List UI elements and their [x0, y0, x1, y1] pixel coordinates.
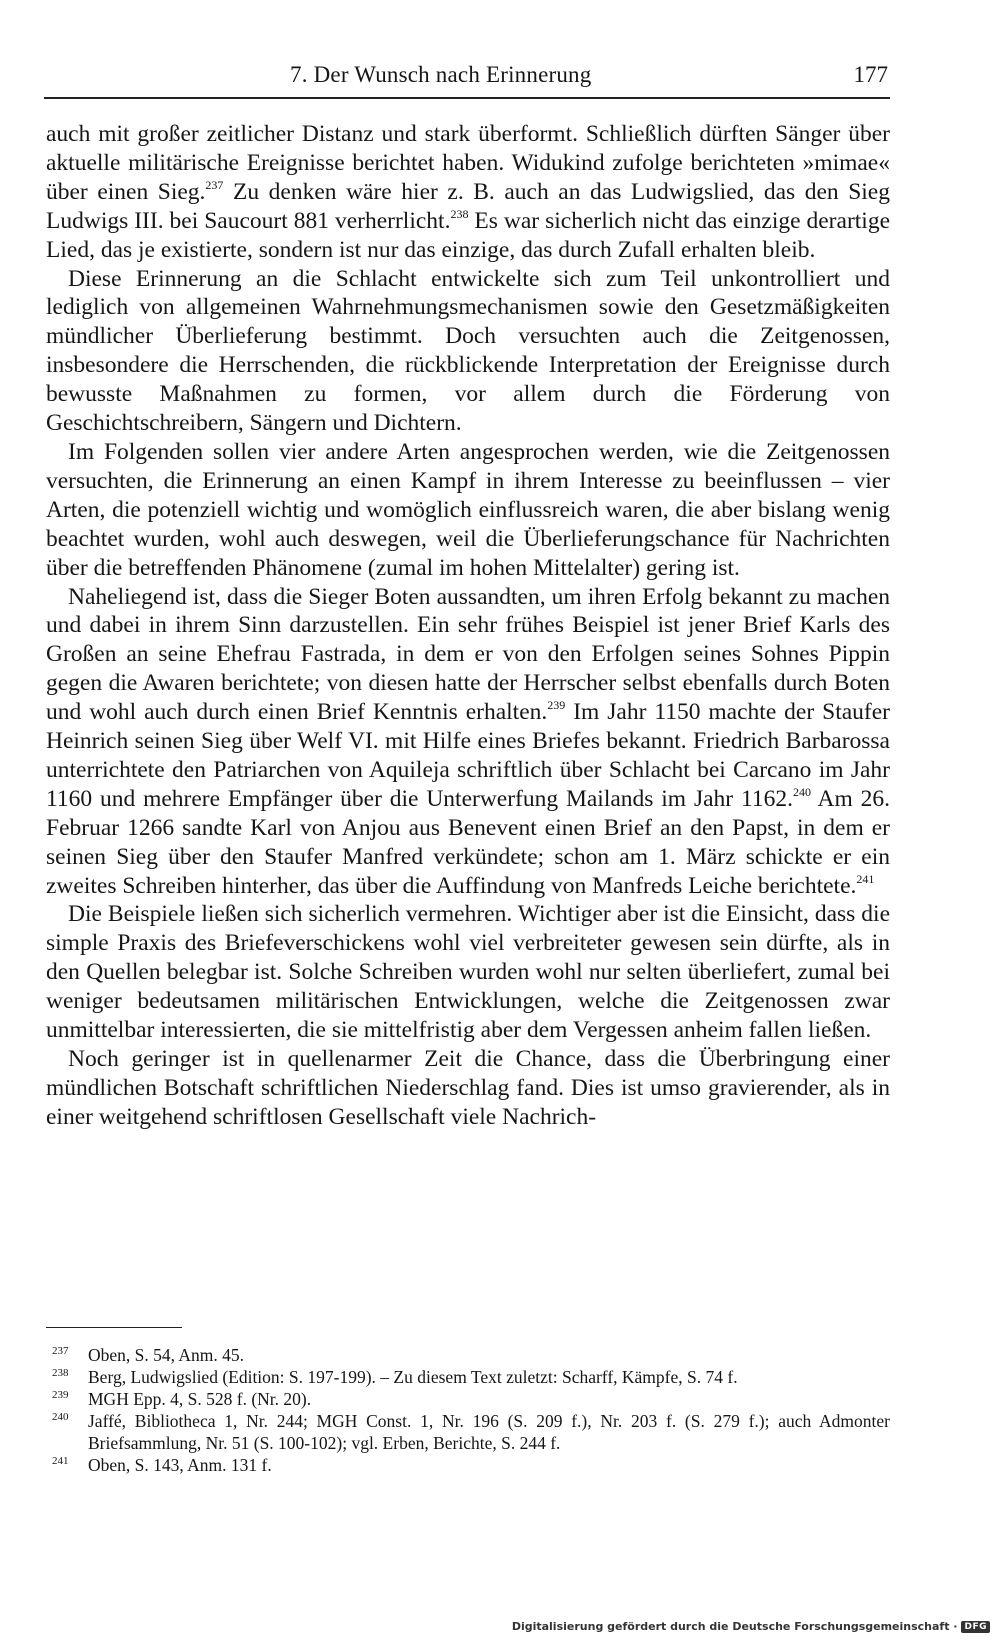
footnote-ref-240[interactable]: 240	[792, 784, 811, 799]
footnote-text: Oben, S. 143, Anm. 131 f.	[88, 1455, 272, 1475]
footnote-text: Jaffé, Bibliotheca 1, Nr. 244; MGH Const. 1, Nr. 196 (S. 209 f.), Nr. 203 f. (S. 279 f.); auch Admonter Briefsammlung, Nr. 51 (S. 100-102); vgl. Erben, Berichte, S. 244 f.	[88, 1411, 890, 1453]
paragraph-2: Diese Erinnerung an die Schlacht entwickelte sich zum Teil unkontrolliert und lediglich von allgemeinen Wahrnehmungsmechanismen sowie den Gesetzmäßigkeiten mündlicher Überlieferung bestimmt. Doch versuchten auch die Zeitgenossen, insbesondere die Herrschenden, die rückblickende Interpretation der Ereignisse durch bewusste Maßnahmen zu formen, vor allem durch die Förderung von Geschichtschreibern, Sängern und Dichtern.	[46, 265, 890, 437]
digitization-credit	[512, 1620, 990, 1633]
paragraph-6: Noch geringer ist in quellenarmer Zeit die Chance, dass die Überbringung einer mündlichen Botschaft schriftlichen Niederschlag fand. Dies ist umso gravierender, als in einer weitgehend schriftlosen Gesellschaft viele Nachrich-	[46, 1046, 890, 1130]
footnote-text: Oben, S. 54, Anm. 45.	[88, 1345, 245, 1365]
paragraph-4: Naheliegend ist, dass die Sieger Boten aussandten, um ihren Erfolg bekannt zu machen und dabei in ihrem Sinn darzustellen. Ein sehr frühes Beispiel ist jener Brief Karls des Großen an seine Ehefrau Fastrada, in dem er von den Erfolgen seines Sohnes Pippin gegen die Awaren berichtete; von diesen hatte der Herrscher selbst ebenfalls durch Boten und wohl auch durch einen Brief Kenntnis erhalten.$^{239}$ Im Jahr 1150 machte der Staufer Heinrich seinen Sieg über Welf VI. mit Hilfe eines Briefes bekannt. Friedrich Barbarossa unterrichtete den Patriarchen von Aquileja schriftlich über Schlacht bei Carcano im Jahr 1160 und mehrere Empfänger über die Unterwerfung Mailands im Jahr 1162.$^{240}$ Am 26. Februar 1266 sandte Karl von Anjou aus Benevent einen Brief an den Papst, in dem er seinen Sieg über den Staufer Manfred verkündete; schon am 1. März schickte er ein zweites Schreiben hinterher, das über die Auffindung von Manfreds Leiche berichtete.$^{241}$	[46, 583, 890, 899]
paragraph-3: Im Folgenden sollen vier andere Arten angesprochen werden, wie die Zeitgenossen versuchten, die Erinnerung an einen Kampf in ihrem Interesse zu beeinflussen – vier Arten, die potenziell wichtig und womöglich einflussreich waren, die aber bislang wenig beachtet wurden, wohl auch deswegen, weil die Überlieferungschance für Nachrichten über die betreffenden Phänomene (zumal im hohen Mittelalter) gering ist.	[46, 438, 890, 581]
footnote-number: 238	[52, 1367, 69, 1379]
header-rule	[44, 97, 890, 99]
footnote-number: 241	[52, 1455, 69, 1467]
footnote-text: MGH Epp. 4, S. 528 f. (Nr. 20).	[88, 1389, 312, 1409]
footnote-238	[46, 1366, 890, 1388]
footnote-237	[46, 1344, 890, 1366]
page-number: 177	[853, 62, 888, 87]
paragraph-1: auch mit großer zeitlicher Distanz und stark überformt. Schließlich dürften Sänger über aktuelle militärische Ereignisse berichtet haben. Widukind zufolge berichteten »mimae« über einen Sieg.$^{237}$ Zu denken wäre hier z. B. auch an das Ludwigslied, das den Sieg Ludwigs III. bei Saucourt 881 verherrlicht.$^{238}$ Es war sicherlich nicht das einzige derartige Lied, das je existierte, sondern ist nur das einzige, das durch Zufall erhalten bleib.	[46, 121, 891, 263]
footnote-240	[46, 1410, 890, 1454]
footnote-239	[46, 1388, 890, 1410]
footnote-number: 240	[52, 1411, 69, 1423]
dfg-logo-icon: DFG	[961, 1621, 990, 1633]
footnote-text: Berg, Ludwigslied (Edition: S. 197-199). – Zu diesem Text zuletzt: Scharff, Kämpfe, S. 74 f.	[88, 1367, 738, 1387]
footnote-ref-237[interactable]: 237	[205, 177, 224, 192]
running-head	[44, 62, 890, 94]
credit-text: Digitalisierung gefördert durch die Deutsche Forschungsgemeinschaft ·	[511, 1620, 958, 1633]
footnote-ref-239[interactable]: 239	[547, 698, 566, 713]
footnote-number: 239	[52, 1389, 69, 1401]
footnote-ref-238[interactable]: 238	[450, 206, 469, 221]
footnote-ref-241[interactable]: 241	[856, 871, 875, 886]
footnote-241	[46, 1454, 890, 1476]
footnote-rule	[46, 1327, 182, 1328]
footnotes	[46, 1344, 890, 1476]
chapter-title: 7. Der Wunsch nach Erinnerung	[290, 62, 592, 87]
footnote-number: 237	[52, 1345, 69, 1357]
paragraph-5: Die Beispiele ließen sich sicherlich vermehren. Wichtiger aber ist die Einsicht, dass die simple Praxis des Briefeverschickens wohl viel verbreiteter gewesen sein dürfte, als in den Quellen belegbar ist. Solche Schreiben wurden wohl nur selten überliefert, zumal bei weniger bedeutsamen militärischen Entwicklungen, welche die Zeitgenossen zwar unmittelbar interessierten, die sie mittelfristig aber dem Vergessen anheim fallen ließen.	[46, 901, 890, 1044]
main-text	[46, 120, 890, 1132]
